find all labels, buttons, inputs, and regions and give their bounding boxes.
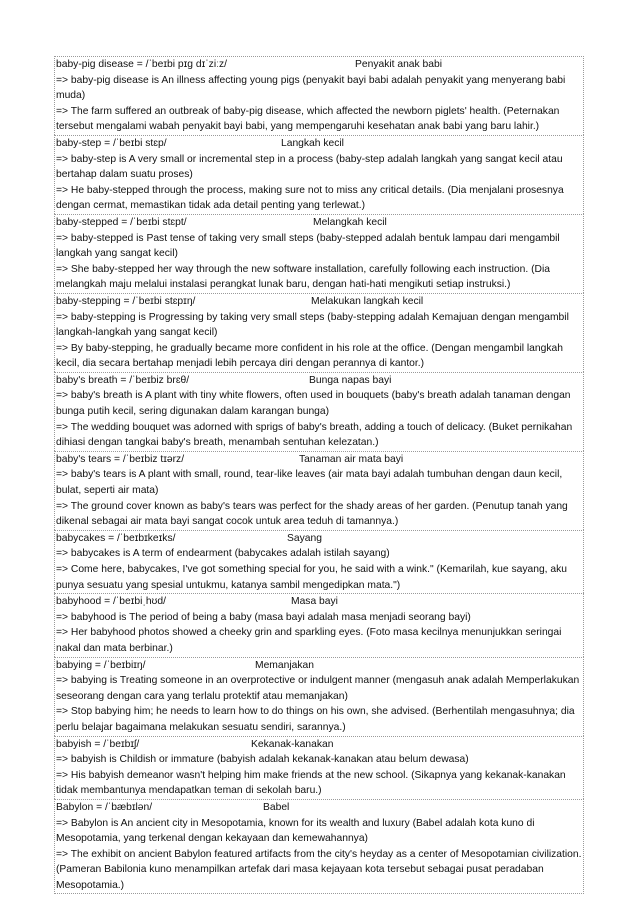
- entry-header: [55, 737, 583, 753]
- definition: => babycakes is A term of endearment (babycakes adalah istilah sayang): [56, 548, 390, 560]
- example: => The exhibit on ancient Babylon featured artifacts from the city's heyday as a center of Mesopotamian civilization. (Pameran Babilonia kuno menampilkan artefak dari masa kejayaan kota tersebut sebagai pusat peradaban Mesopotamia.): [56, 848, 582, 891]
- translation: Melangkah kecil: [313, 216, 387, 228]
- example: => Stop babying him; he needs to learn how to do things on his own, she advised. (Berhentilah mengasuhnya; dia perlu belajar bagaimana melakukan sesuatu sendiri, sarannya.): [56, 706, 575, 733]
- entry-header: [55, 57, 583, 73]
- translation: Langkah kecil: [281, 137, 344, 149]
- definition: => baby's breath is A plant with tiny white flowers, often used in bouquets (baby's breath adalah tanaman dengan bunga putih kecil, sering digunakan dalam karangan bunga): [56, 390, 571, 418]
- headword: baby-pig disease = /ˈbeɪbi pɪɡ dɪˈziːz/: [56, 59, 227, 70]
- entry: [54, 799, 584, 895]
- translation: Penyakit anak babi: [355, 59, 443, 70]
- example: => Come here, babycakes, I've got something special for you, he said with a wink." (Kemarilah, kue sayang, aku punya sesuatu yang spesial untukmu, katanya sambil mengedipkan mata."): [56, 564, 568, 591]
- definition: => babying is Treating someone in an overprotective or indulgent manner (mengasuh anak adalah Memperlakukan seseorang dengan cara yang terlalu protektif atau memanjakan): [56, 675, 580, 702]
- headword: baby-stepped = /ˈbeɪbi stɛpt/: [56, 216, 187, 228]
- example: => She baby-stepped her way through the new software installation, carefully following each instruction. (Dia melangkah maju melalui instalasi perangkat lunak baru, dengan hati-hati mengikuti setiap instruksi.): [56, 263, 550, 291]
- entry: [54, 214, 584, 293]
- headword: Babylon = /ˈbæbɪlən/: [56, 801, 153, 813]
- headword: baby's tears = /ˈbeɪbiz tɪərz/: [56, 453, 185, 465]
- example: => He baby-stepped through the process, making sure not to miss any critical details. (Dia menjalani prosesnya dengan cermat, memastikan tidak ada detail penting yang terlewat.): [56, 184, 564, 212]
- entry: [54, 293, 584, 372]
- example: => The ground cover known as baby's tears was perfect for the shady areas of her garden. (Penutup tanah yang dikenal sebagai air mata bayi sangat cocok untuk area teduh di tamannya.): [56, 500, 568, 528]
- entry-header: [55, 531, 583, 547]
- entry: [54, 372, 584, 451]
- headword: babycakes = /ˈbeɪbɪkeɪks/: [56, 532, 176, 544]
- definition: => baby-stepping is Progressing by taking very small steps (baby-stepping adalah Kemajuan dengan mengambil langkah-langkah yang sangat kecil): [56, 311, 569, 339]
- headword: babyhood = /ˈbeɪbiˌhʊd/: [56, 596, 166, 608]
- dictionary-page: [54, 56, 584, 894]
- entry-header: [55, 215, 583, 231]
- headword: baby's breath = /ˈbeɪbiz brɛθ/: [56, 374, 190, 386]
- translation: Melakukan langkah kecil: [311, 295, 424, 307]
- definition: => babyhood is The period of being a baby (masa bayi adalah masa menjadi seorang bayi): [56, 611, 471, 623]
- definition: => Babylon is An ancient city in Mesopotamia, known for its wealth and luxury (Babel adalah kota kuno di Mesopotamia, yang terkenal dengan kekayaan dan kemewahannya): [56, 817, 535, 845]
- translation: Bunga napas bayi: [309, 374, 392, 386]
- headword: baby-stepping = /ˈbeɪbi stɛpɪŋ/: [56, 295, 196, 307]
- definition: => baby-pig disease is An illness affecting young pigs (penyakit bayi babi adalah penyakit yang menyerang babi muda): [56, 74, 566, 102]
- entry: [54, 657, 584, 736]
- headword: babying = /ˈbeɪbiɪŋ/: [56, 659, 146, 671]
- entry: [54, 530, 584, 593]
- entry: [54, 135, 584, 214]
- example: => His babyish demeanor wasn't helping him make friends at the new school. (Sikapnya yang kekanak-kanakan tidak membantunya mendapatkan teman di sekolah baru.): [56, 769, 566, 797]
- definition: => baby-stepped is Past tense of taking very small steps (baby-stepped adalah bentuk lampau dari mengambil langkah yang sangat kecil): [56, 232, 560, 260]
- entry: [54, 593, 584, 656]
- example: => By baby-stepping, he gradually became more confident in his role at the office. (Dengan mengambil langkah kecil, dia secara bertahap menjadi lebih percaya diri dengan perannya di kantor.): [56, 342, 563, 370]
- translation: Tanaman air mata bayi: [299, 453, 404, 465]
- entry-header: [55, 800, 583, 816]
- definition: => baby's tears is A plant with small, round, tear-like leaves (air mata bayi adalah tumbuhan dengan daun kecil, bulat, seperti air mata): [56, 469, 563, 497]
- example: => The wedding bouquet was adorned with sprigs of baby's breath, adding a touch of delicacy. (Buket pernikahan dihiasi dengan tangkai baby's breath, menambah sentuhan kelezatan.): [56, 421, 573, 449]
- example: => Her babyhood photos showed a cheeky grin and sparkling eyes. (Foto masa kecilnya menunjukkan seringai nakal dan mata berbinar.): [56, 627, 562, 654]
- entry-header: [55, 294, 583, 310]
- example: => The farm suffered an outbreak of baby-pig disease, which affected the newborn piglets' health. (Peternakan tersebut mengalami wabah penyakit bayi babi, yang mempengaruhi kesehatan anak babi yang baru lahir.): [56, 105, 560, 133]
- headword: baby-step = /ˈbeɪbi stɛp/: [56, 137, 167, 149]
- entry: [54, 56, 584, 135]
- entry-header: [55, 452, 583, 468]
- translation: Kekanak-kanakan: [251, 738, 334, 750]
- definition: => baby-step is A very small or incremental step in a process (baby-step adalah langkah yang sangat kecil atau bertahap dalam suatu proses): [56, 153, 563, 181]
- entry: [54, 451, 584, 530]
- entry: [54, 736, 584, 799]
- entry-header: [55, 594, 583, 610]
- translation: Masa bayi: [291, 596, 338, 608]
- entry-header: [55, 658, 583, 674]
- translation: Memanjakan: [255, 659, 314, 671]
- definition: => babyish is Childish or immature (babyish adalah kekanak-kanakan atau belum dewasa): [56, 754, 469, 766]
- entry-header: [55, 373, 583, 389]
- entry-header: [55, 136, 583, 152]
- translation: Sayang: [287, 532, 322, 544]
- headword: babyish = /ˈbeɪbɪʃ/: [56, 738, 140, 750]
- translation: Babel: [263, 801, 290, 813]
